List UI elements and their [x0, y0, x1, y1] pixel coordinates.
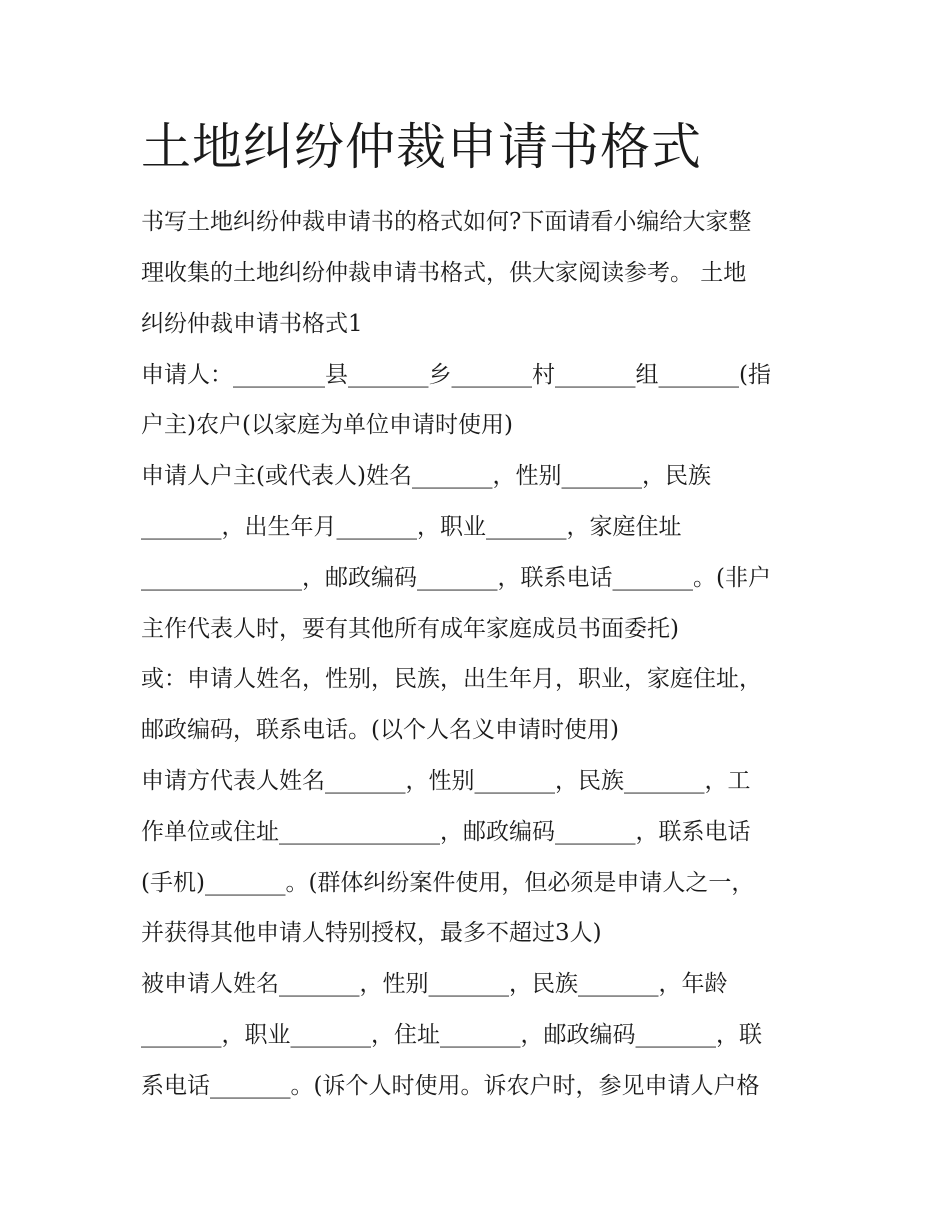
- text-line: _______，出生年月_______，职业_______，家庭住址: [141, 514, 682, 540]
- text-line: 申请方代表人姓名_______，性别_______，民族_______，工: [141, 768, 751, 794]
- text-line: 户主)农户(以家庭为单位申请时使用): [141, 412, 513, 438]
- text-line: 主作代表人时，要有其他所有成年家庭成员书面委托): [141, 616, 679, 642]
- text-line: 申请人户主(或代表人)姓名_______，性别_______，民族: [141, 463, 711, 489]
- text-line: 被申请人姓名_______，性别_______，民族_______，年龄: [141, 971, 728, 997]
- text-line: _______，职业_______，住址_______，邮政编码_______，联: [141, 1022, 762, 1048]
- text-line: 作单位或住址______________，邮政编码_______，联系电话: [141, 819, 751, 845]
- text-line: 邮政编码，联系电话。(以个人名义申请时使用): [141, 717, 619, 743]
- text-line: ______________，邮政编码_______，联系电话_______。(非户: [141, 565, 771, 591]
- text-line: 纠纷仲裁申请书格式1: [141, 311, 363, 337]
- text-line: 申请人：________县_______乡_______村_______组_______(指: [141, 362, 771, 388]
- text-line: 并获得其他申请人特别授权，最多不超过3人): [141, 920, 602, 946]
- text-line: 系电话_______。(诉个人时使用。诉农户时，参见申请人户格: [141, 1073, 760, 1099]
- text-line: (手机)_______。(群体纠纷案件使用，但必须是申请人之一，: [141, 870, 755, 896]
- text-line: 或：申请人姓名，性别，民族，出生年月，职业，家庭住址，: [141, 666, 762, 692]
- text-line: 书写土地纠纷仲裁申请书的格式如何?下面请看小编给大家整: [141, 209, 752, 235]
- page-title: 土地纠纷仲裁申请书格式: [141, 118, 702, 176]
- text-line: 理收集的土地纠纷仲裁申请书格式，供大家阅读参考。 土地: [141, 260, 747, 286]
